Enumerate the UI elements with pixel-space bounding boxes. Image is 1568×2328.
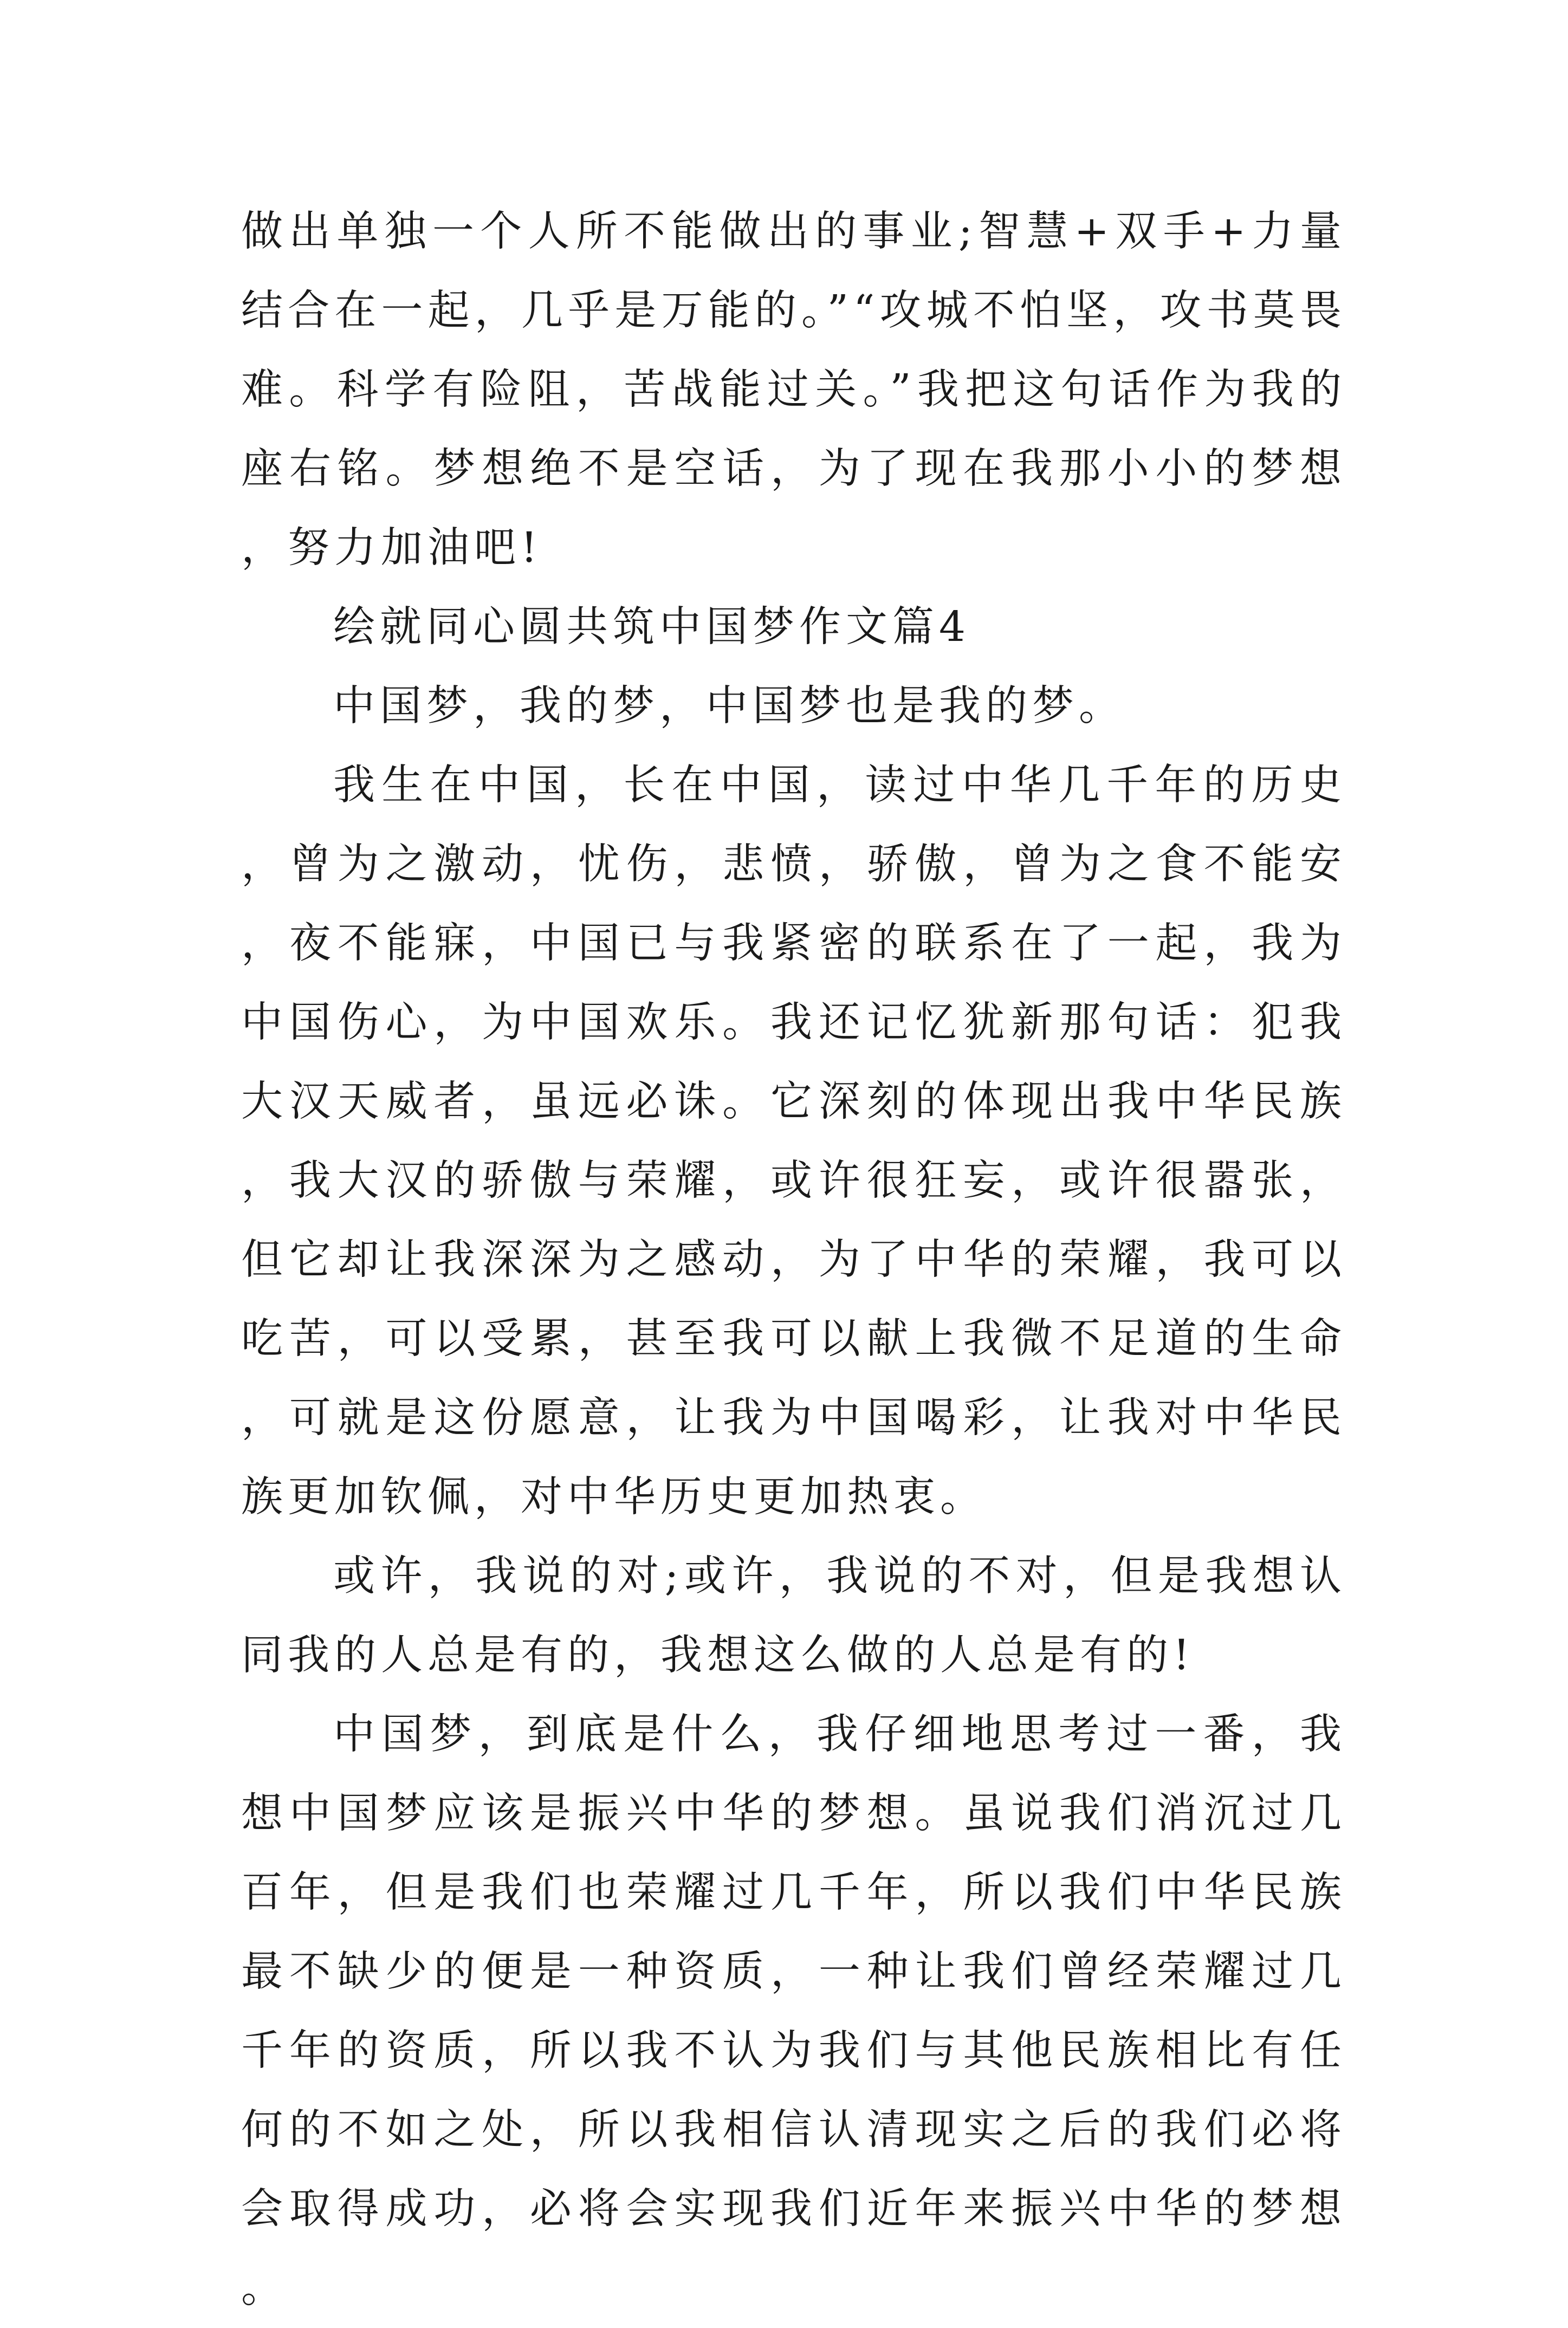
document-body xyxy=(241,192,1346,2328)
paragraph: 我生在中国，长在中国，读过中华几千年的历史，曾为之激动，忧伤，悲愤，骄傲，曾为之食不能安，夜不能寐，中国已与我紧密的联系在了一起，我为中国伤心，为中国欢乐。我还记忆犹新那句话：犯我大汉天威者，虽远必诛。它深刻的体现出我中华民族，我大汉的骄傲与荣耀，或许很狂妄，或许很嚣张，但它却让我深深为之感动，为了中华的荣耀，我可以吃苦，可以受累，甚至我可以献上我微不足道的生命，可就是这份愿意，让我为中国喝彩，让我对中华民族更加钦佩，对中华历史更加热衷。 xyxy=(241,761,1346,1521)
paragraph: 或许，我说的对;或许，我说的不对，但是我想认同我的人总是有的，我想这么做的人总是有的! xyxy=(241,1552,1346,1679)
paragraph: 中国梦，到底是什么，我仔细地思考过一番，我想中国梦应该是振兴中华的梦想。虽说我们消沉过几百年，但是我们也荣耀过几千年，所以我们中华民族最不缺少的便是一种资质，一种让我们曾经荣耀过几千年的资质，所以我不认为我们与其他民族相比有任何的不如之处，所以我相信认清现实之后的我们必将会取得成功，必将会实现我们近年来振兴中华的梦想。 xyxy=(241,1710,1346,2312)
paragraph-continuation: 做出单独一个人所不能做出的事业;智慧+双手+力量结合在一起，几乎是万能的。”“攻城不怕坚，攻书莫畏难。科学有险阻，苦战能过关。”我把这句话作为我的座右铭。梦想绝不是空话，为了现在我那小小的梦想，努力加油吧! xyxy=(241,207,1346,572)
paragraph: 中国梦，我的梦，中国梦也是我的梦。 xyxy=(333,682,1125,730)
section-heading: 绘就同心圆共筑中国梦作文篇4 xyxy=(333,603,970,651)
